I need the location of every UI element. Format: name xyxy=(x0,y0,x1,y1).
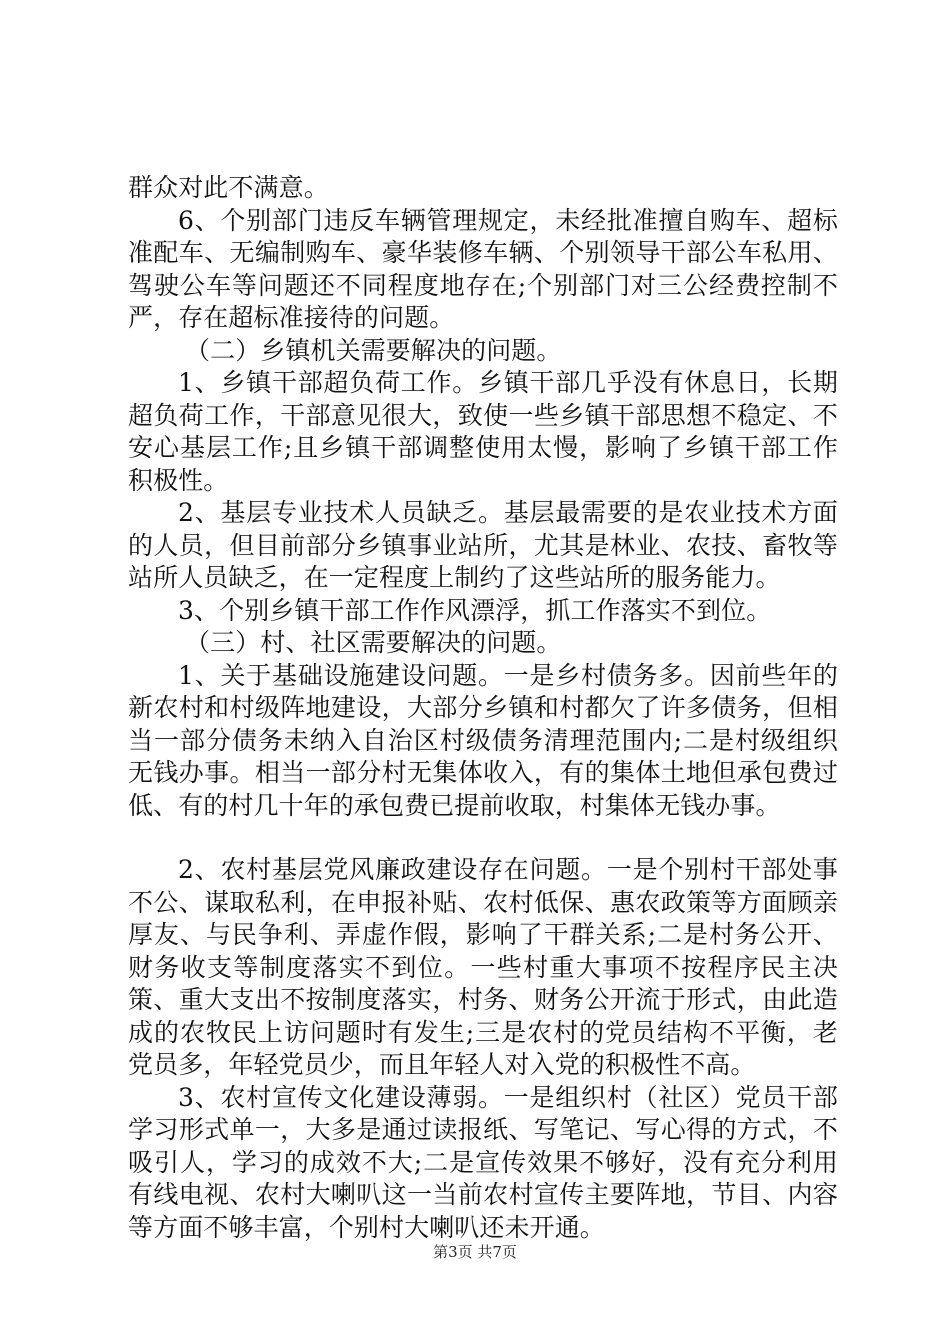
paragraph-item-2: 2、基层专业技术人员缺乏。基层最需要的是农业技术方面的人员，但目前部分乡镇事业站所，尤其是林业、农技、畜牧等站所人员缺乏，在一定程度上制约了这些站所的服务能力。 xyxy=(128,498,838,592)
document-body xyxy=(128,172,838,1244)
section-heading-3: （三）村、社区需要解决的问题。 xyxy=(185,628,562,657)
paragraph-item-2: 2、农村基层党风廉政建设存在问题。一是个别村干部处事不公、谋取私利，在申报补贴、农村低保、惠农政策等方面顾亲厚友、与民争利、弄虚作假，影响了干群关系;二是村务公开、财务收支等制度落实不到位。一些村重大事项不按程序民主决策、重大支出不按制度落实，村务、财务公开流于形式，由此造成的农牧民上访问题时有发生;三是农村的党员结构不平衡，老党员多，年轻党员少，而且年轻人对入党的积极性不高。 xyxy=(128,855,838,1079)
paragraph-item-6: 6、个别部门违反车辆管理规定，未经批准擅自购车、超标准配车、无编制购车、豪华装修车辆、个别领导干部公车私用、驾驶公车等问题还不同程度地存在;个别部门对三公经费控制不严，存在超标准接待的问题。 xyxy=(128,205,838,332)
paragraph-item-3: 3、个别乡镇干部工作作风漂浮，抓工作落实不到位。 xyxy=(178,595,772,625)
paragraph-item-3: 3、农村宣传文化建设薄弱。一是组织村（社区）党员干部学习形式单一，大多是通过读报纸、写笔记、写心得的方式，不吸引人，学习的成效不大;二是宣传效果不够好，没有充分利用有线电视、农村大喇叭这一当前农村宣传主要阵地，节目、内容等方面不够丰富，个别村大喇叭还未开通。 xyxy=(128,1082,838,1242)
paragraph-continuation: 群众对此不满意。 xyxy=(128,173,329,202)
section-heading-2: （二）乡镇机关需要解决的问题。 xyxy=(185,335,562,365)
paragraph-item-1: 1、乡镇干部超负荷工作。乡镇干部几乎没有休息日，长期超负荷工作，干部意见很大，致使一些乡镇干部思想不稳定、不安心基层工作;且乡镇干部调整使用太慢，影响了乡镇干部工作积极性。 xyxy=(128,368,838,495)
page-number-footer: 第3页 共7页 xyxy=(433,1243,517,1261)
paragraph-item-1: 1、关于基础设施建设问题。一是乡村债务多。因前些年的新农村和村级阵地建设，大部分乡镇和村都欠了许多债务，但相当一部分债务未纳入自治区村级债务清理范围内;二是村级组织无钱办事。相当一部分村无集体收入，有的集体土地但承包费过低、有的村几十年的承包费已提前收取，村集体无钱办事。 xyxy=(128,660,838,820)
